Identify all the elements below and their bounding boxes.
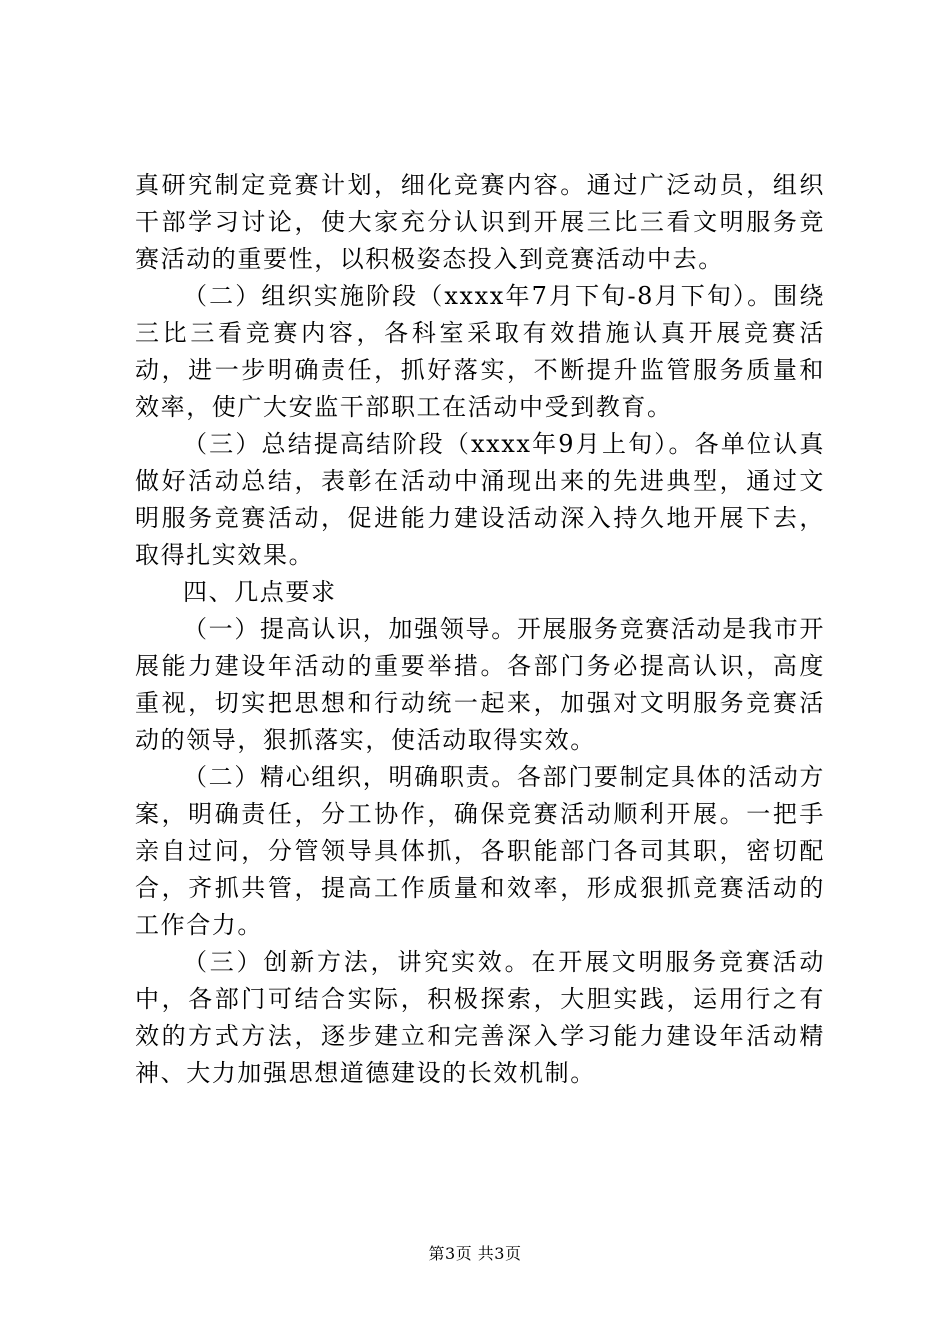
paragraph-requirement-innovation: （三）创新方法，讲究实效。在开展文明服务竞赛活动中，各部门可结合实际，积极探索，大胆实践，运用行之有效的方式方法，逐步建立和完善深入学习能力建设年活动精神、大力加强思想道德建设的长效机制。: [135, 948, 825, 1087]
document-body: [135, 167, 825, 1092]
page-number-footer: 第3页 共3页: [428, 1244, 522, 1263]
paragraph-requirement-awareness: （一）提高认识，加强领导。开展服务竞赛活动是我市开展能力建设年活动的重要举措。各部门务必提高认识，高度重视，切实把思想和行动统一起来，加强对文明服务竞赛活动的领导，狠抓落实，使活动取得实效。: [135, 615, 825, 754]
paragraph-phase-implementation: （二）组织实施阶段（xxxx年7月下旬-8月下旬）。围绕三比三看竞赛内容，各科室采取有效措施认真开展竞赛活动，进一步明确责任，抓好落实，不断提升监管服务质量和效率，使广大安监干部职工在活动中受到教育。: [135, 282, 825, 421]
paragraph-continuation: 真研究制定竞赛计划，细化竞赛内容。通过广泛动员，组织干部学习讨论，使大家充分认识到开展三比三看文明服务竞赛活动的重要性，以积极姿态投入到竞赛活动中去。: [135, 171, 825, 273]
section-heading-requirements: 四、几点要求: [183, 578, 337, 606]
paragraph-requirement-organization: （二）精心组织，明确职责。各部门要制定具体的活动方案，明确责任，分工协作，确保竞赛活动顺利开展。一把手亲自过问，分管领导具体抓，各职能部门各司其职，密切配合，齐抓共管，提高工作质量和效率，形成狠抓竞赛活动的工作合力。: [135, 763, 825, 939]
paragraph-phase-summary: （三）总结提高结阶段（xxxx年9月上旬）。各单位认真做好活动总结，表彰在活动中涌现出来的先进典型，通过文明服务竞赛活动，促进能力建设活动深入持久地开展下去，取得扎实效果。: [135, 430, 825, 569]
